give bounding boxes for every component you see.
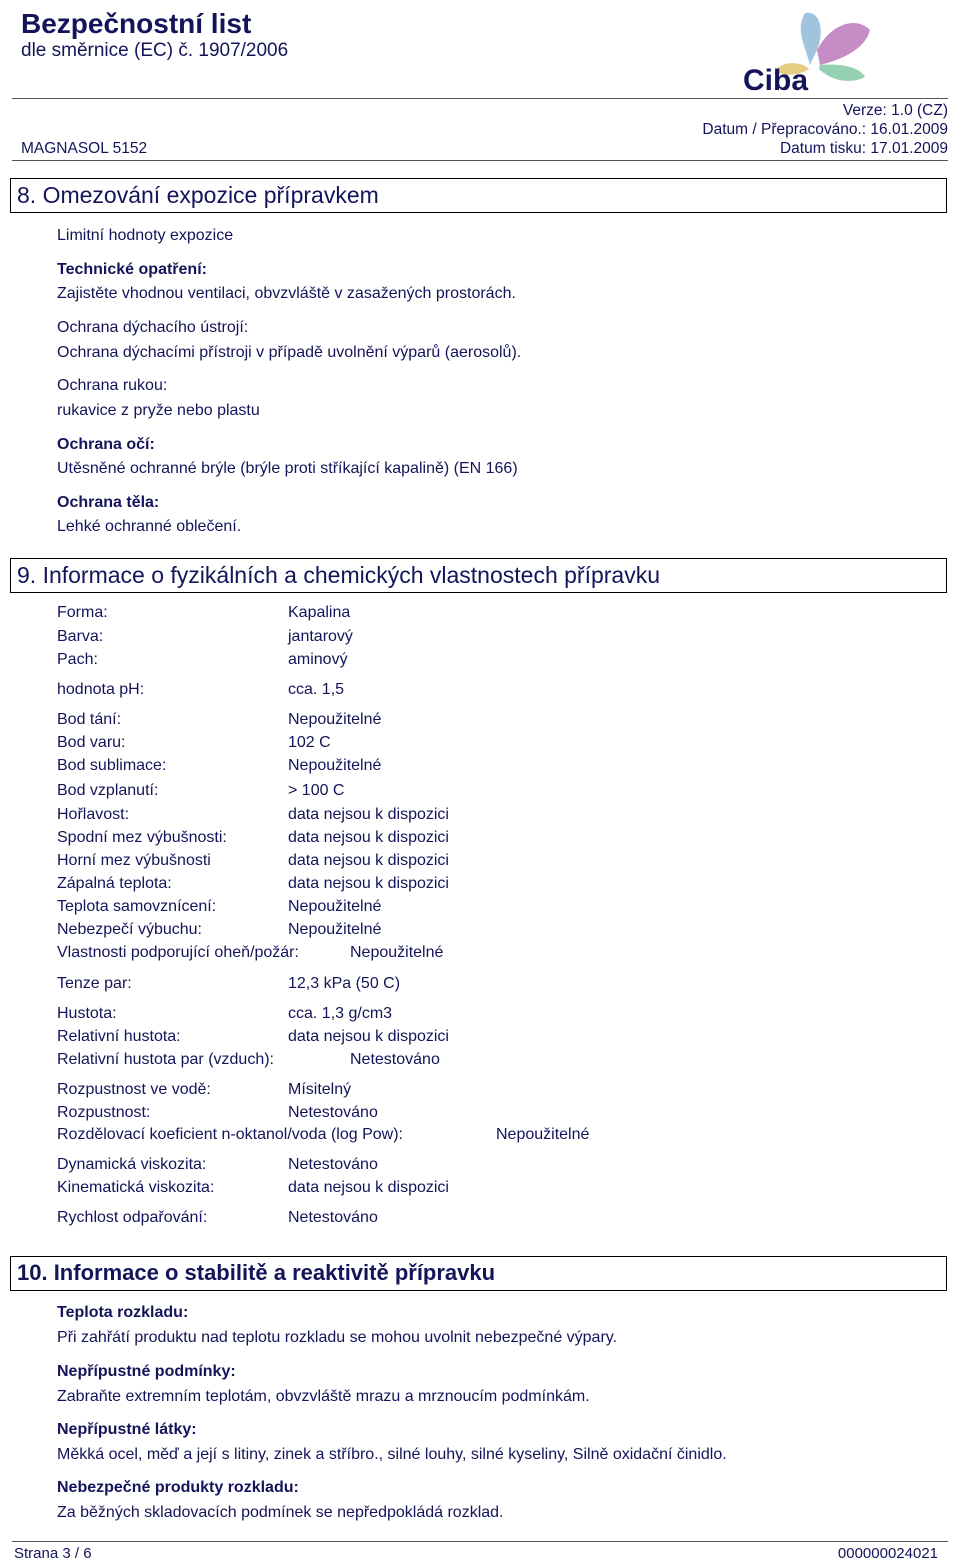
technical-measures-label: Technické opatření: (57, 261, 207, 278)
prop-label: Bod sublimace: (57, 757, 167, 774)
section-10-title: 10. Informace o stabilitě a reaktivitě přípravku (17, 1260, 496, 1285)
page-number: Strana 3 / 6 (14, 1545, 92, 1562)
section-10-header (10, 1256, 947, 1291)
prop-value: Nepoužitelné (288, 898, 382, 915)
version: Verze: 1.0 (CZ) (842, 102, 948, 119)
prop-label: Hustota: (57, 1005, 117, 1022)
conditions-to-avoid-label: Nepřípustné podmínky: (57, 1363, 236, 1380)
respiratory-protection-text: Ochrana dýchacími přístroji v případě uvolnění výparů (aerosolů). (57, 344, 522, 361)
body-protection-label: Ochrana těla: (57, 494, 160, 511)
prop-value: data nejsou k dispozici (288, 806, 449, 823)
prop-value: > 100 C (288, 782, 345, 799)
partition-coefficient-label: Rozdělovací koeficient n-oktanol/voda (log Pow): (57, 1126, 403, 1143)
document-title: Bezpečnostní list (21, 8, 252, 39)
prop-value: cca. 1,3 g/cm3 (288, 1005, 393, 1022)
oxidizing-value: Nepoužitelné (350, 944, 444, 961)
prop-label: Tenze par: (57, 975, 132, 992)
prop-value: 12,3 kPa (50 C) (288, 975, 401, 992)
prop-label: Rozpustnost ve vodě: (57, 1081, 211, 1098)
prop-label: hodnota pH: (57, 681, 145, 698)
vapour-density-label: Relativní hustota par (vzduch): (57, 1051, 274, 1068)
prop-value: aminový (288, 651, 348, 668)
section-9-title: 9. Informace o fyzikálních a chemických vlastnostech přípravku (17, 562, 661, 588)
prop-label: Zápalná teplota: (57, 875, 172, 892)
prop-value: data nejsou k dispozici (288, 875, 449, 892)
prop-value: Nepoužitelné (288, 757, 382, 774)
logo-text: Ciba (743, 64, 809, 95)
section-8-title: 8. Omezování expozice přípravkem (17, 182, 379, 208)
prop-label: Barva: (57, 628, 104, 645)
prop-label: Bod varu: (57, 734, 126, 751)
decomposition-temperature-text: Při zahřátí produktu nad teplotu rozkladu se mohou uvolnit nebezpečné výpary. (57, 1329, 618, 1346)
prop-label: Nebezpečí výbuchu: (57, 921, 202, 938)
product-name: MAGNASOL 5152 (21, 140, 148, 157)
prop-label: Dynamická viskozita: (57, 1156, 207, 1173)
prop-label: Bod vzplanutí: (57, 782, 159, 799)
prop-value: data nejsou k dispozici (288, 1028, 449, 1045)
oxidizing-label: Vlastnosti podporující oheň/požár: (57, 944, 299, 961)
hazardous-decomposition-text: Za běžných skladovacích podmínek se nepředpokládá rozklad. (57, 1504, 504, 1521)
section-9-header (10, 558, 947, 593)
eye-protection-text: Utěsněné ochranné brýle (brýle proti stříkající kapalině) (EN 166) (57, 460, 518, 477)
partition-coefficient-value: Nepoužitelné (496, 1126, 590, 1143)
prop-value: Kapalina (288, 604, 351, 621)
ciba-logo (735, 5, 895, 95)
document-number: 000000024021 (837, 1545, 938, 1562)
materials-to-avoid-label: Nepřípustné látky: (57, 1421, 197, 1438)
prop-value: Nepoužitelné (288, 921, 382, 938)
prop-label: Rozpustnost: (57, 1104, 151, 1121)
conditions-to-avoid-text: Zabraňte extremním teplotám, obvzvláště mrazu a mrznoucím podmínkám. (57, 1388, 590, 1405)
document-subtitle: dle směrnice (EC) č. 1907/2006 (21, 40, 289, 61)
exposure-limits-heading: Limitní hodnoty expozice (57, 227, 234, 244)
eye-protection-label: Ochrana očí: (57, 436, 155, 453)
hand-protection-text: rukavice z pryže nebo plastu (57, 402, 260, 419)
prop-value: Nepoužitelné (288, 711, 382, 728)
prop-label: Horní mez výbušnosti (57, 852, 211, 869)
prop-label: Pach: (57, 651, 98, 668)
prop-label: Forma: (57, 604, 108, 621)
print-date: Datum tisku: 17.01.2009 (779, 140, 948, 157)
prop-label: Hořlavost: (57, 806, 130, 823)
prop-value: Mísitelný (288, 1081, 352, 1098)
prop-value: data nejsou k dispozici (288, 852, 449, 869)
hand-protection-label: Ochrana rukou: (57, 377, 168, 394)
hazardous-decomposition-label: Nebezpečné produkty rozkladu: (57, 1479, 299, 1496)
prop-label: Rychlost odpařování: (57, 1209, 208, 1226)
prop-value: jantarový (288, 628, 353, 645)
respiratory-protection-label: Ochrana dýchacího ústrojí: (57, 319, 249, 336)
prop-value: Netestováno (288, 1209, 378, 1226)
prop-value: Netestováno (288, 1104, 378, 1121)
prop-value: data nejsou k dispozici (288, 829, 449, 846)
prop-label: Bod tání: (57, 711, 122, 728)
revision-date: Datum / Přepracováno.: 16.01.2009 (702, 121, 948, 138)
body-protection-text: Lehké ochranné oblečení. (57, 518, 242, 535)
decomposition-temperature-label: Teplota rozkladu: (57, 1304, 189, 1321)
prop-value: 102 C (288, 734, 331, 751)
prop-label: Spodní mez výbušnosti: (57, 829, 227, 846)
prop-value: cca. 1,5 (288, 681, 345, 698)
section-8-header (10, 178, 947, 213)
prop-label: Teplota samovznícení: (57, 898, 217, 915)
vapour-density-value: Netestováno (350, 1051, 440, 1068)
materials-to-avoid-text: Měkká ocel, měď a její s litiny, zinek a stříbro., silné louhy, silné kyseliny, Silně oxidační činidlo. (57, 1446, 727, 1463)
technical-measures-text: Zajistěte vhodnou ventilaci, obvzvláště v zasažených prostorách. (57, 285, 516, 302)
prop-label: Relativní hustota: (57, 1028, 181, 1045)
prop-label: Kinematická viskozita: (57, 1179, 215, 1196)
prop-value: Netestováno (288, 1156, 378, 1173)
prop-value: data nejsou k dispozici (288, 1179, 449, 1196)
